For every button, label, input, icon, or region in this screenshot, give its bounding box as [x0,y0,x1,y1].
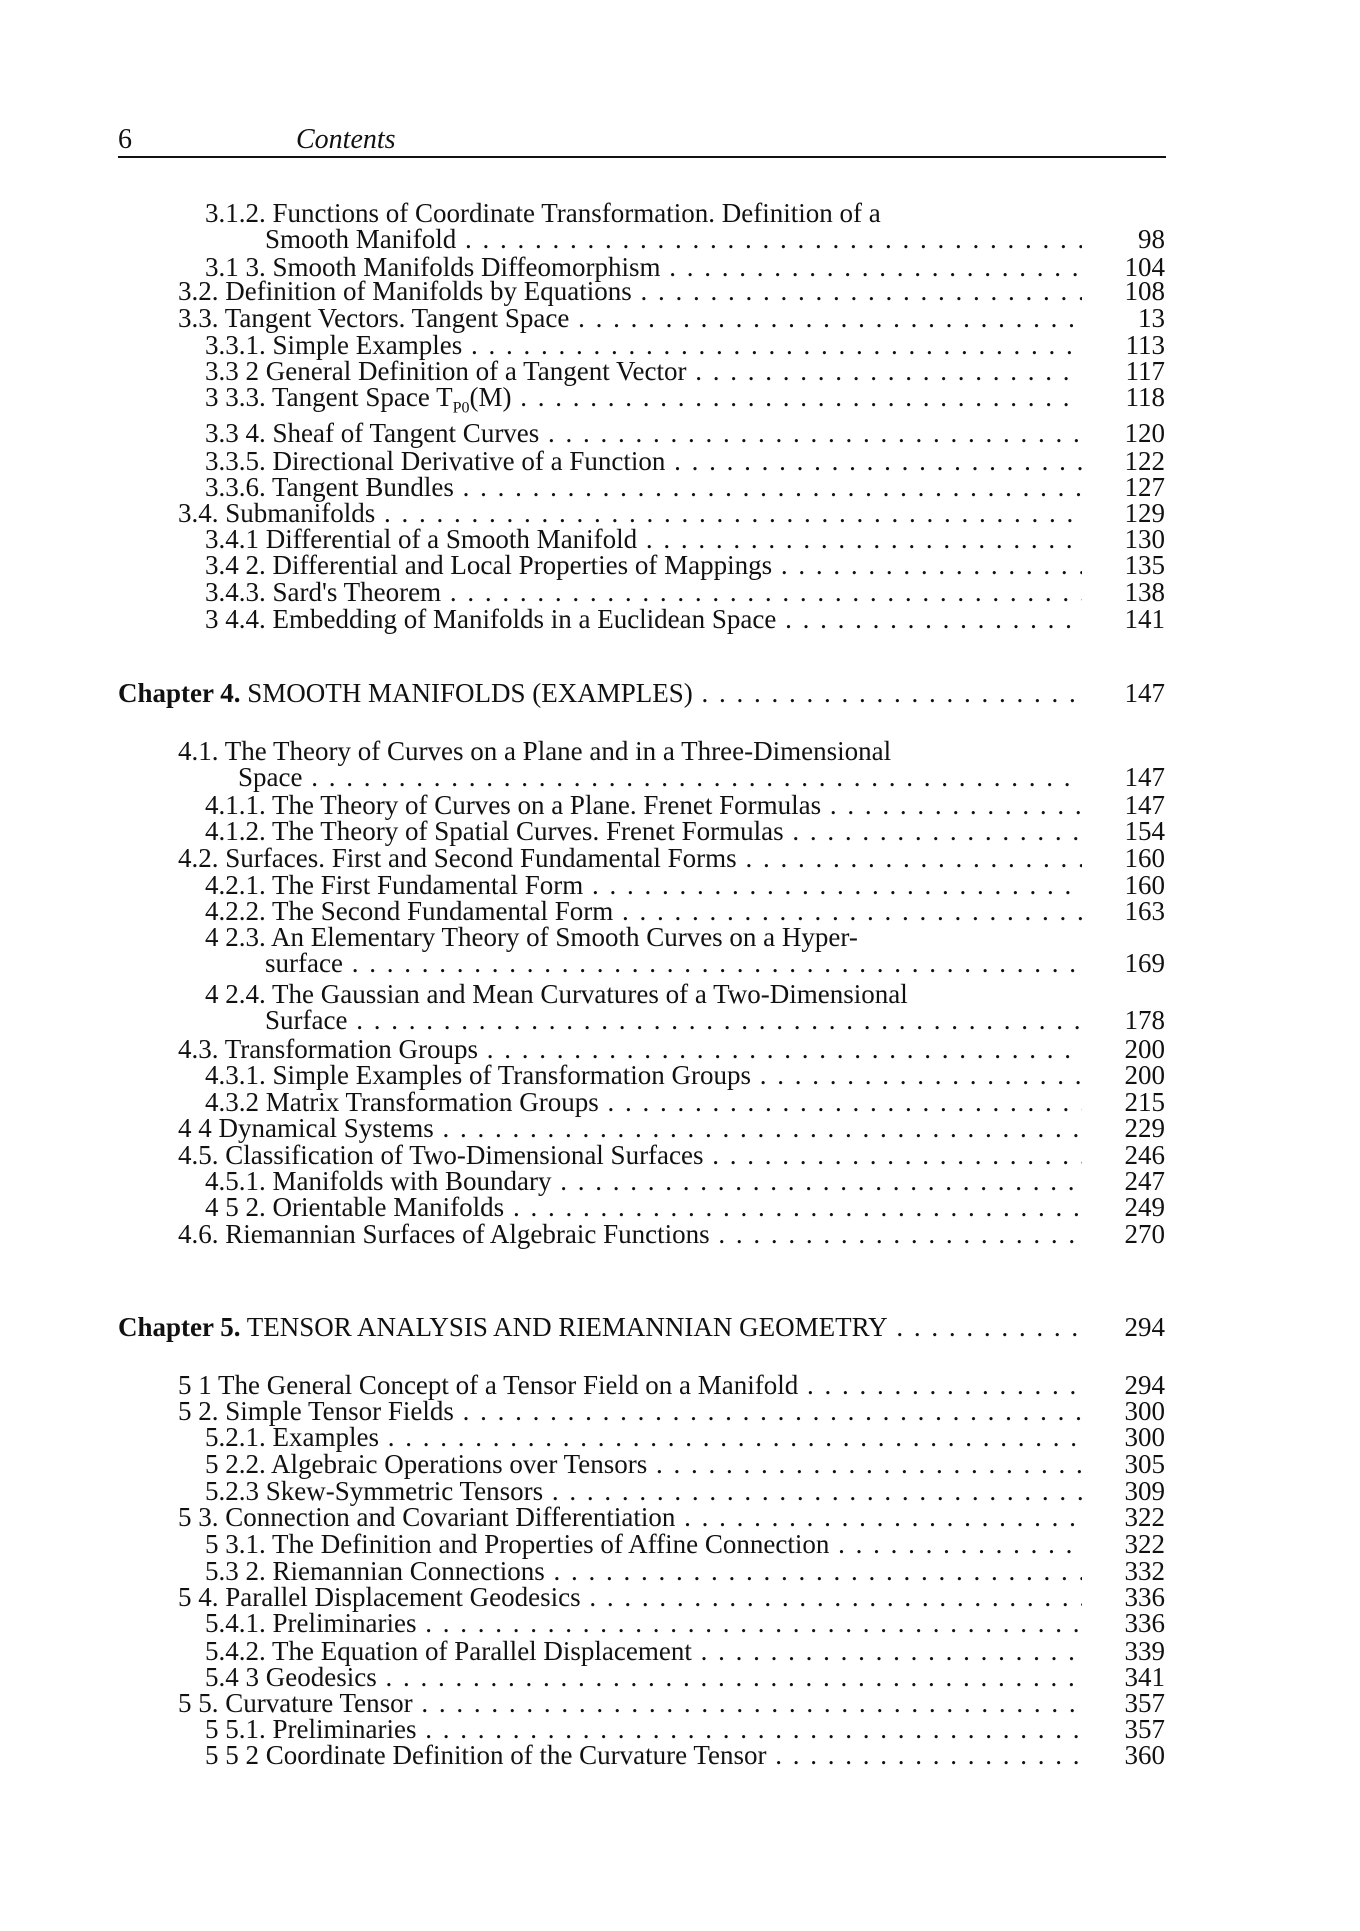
toc-entry-title: 5 3.1. The Definition and Properties of Affine Connection [205,1529,830,1559]
page-number-ref: 322 [1124,1529,1165,1559]
toc-entry [205,198,1165,258]
page-number-ref: 127 [1124,472,1165,502]
page-number-ref: 229 [1124,1113,1165,1143]
toc-entry-continuation: Smooth Manifold [265,224,457,254]
toc-entry [178,1113,1165,1143]
header-rule [118,156,1166,158]
toc-entry [205,550,1165,580]
toc-entry [205,382,1165,417]
toc-entry-title: 4 5 2. Orientable Manifolds [205,1192,505,1222]
toc-entry [205,1740,1165,1770]
toc-entry [178,843,1165,873]
toc-entry-title: 5.4.1. Preliminaries [205,1608,417,1638]
toc-entry-title: 5 5.1. Preliminaries [205,1714,417,1744]
toc-entry-title: 3.3.1. Simple Examples [205,330,463,360]
toc-entry-title: 3.3.6. Tangent Bundles [205,472,454,502]
toc-entry [205,1060,1165,1090]
page-number-ref: 160 [1124,843,1165,873]
toc-entry-title: 5.2.1. Examples [205,1422,379,1452]
page-number-ref: 138 [1124,577,1165,607]
toc-entry [178,736,1165,796]
page-number-ref: 300 [1124,1396,1165,1426]
page-number-ref: 294 [1124,1370,1165,1400]
page-number-ref: 309 [1124,1476,1165,1506]
toc-entry-continuation: Surface [265,1005,348,1035]
page-number-ref: 357 [1124,1714,1165,1744]
toc-entry-continuation: surface [265,948,343,978]
page-number-ref: 163 [1124,896,1165,926]
toc-entry-title: 4 4 Dynamical Systems [178,1113,434,1143]
page-number-ref: 341 [1124,1662,1165,1692]
page-number-ref: 305 [1124,1449,1165,1479]
toc-entry [205,1529,1165,1559]
toc-entry-title: 4 2.4. The Gaussian and Mean Curvatures of a Two-Dimensional [205,979,908,1009]
toc-entry [178,276,1165,306]
chapter-heading [118,1312,1165,1342]
page-number-ref: 300 [1124,1422,1165,1452]
toc-entry-title: 5 5. Curvature Tensor [178,1688,413,1718]
toc-entry [205,418,1165,448]
page-number-ref: 113 [1125,330,1165,360]
toc-entry-title: 3.3 4. Sheaf of Tangent Curves [205,418,540,448]
page-number-ref: 160 [1124,870,1165,900]
page-number-ref: 117 [1125,356,1165,386]
running-title: Contents [296,124,396,155]
page-number-ref: 147 [1124,762,1165,792]
toc-entry [205,1449,1165,1479]
toc-entry [205,1608,1165,1638]
page-number-ref: 154 [1124,816,1165,846]
toc-entry-title: 4.1.2. The Theory of Spatial Curves. Frenet Formulas [205,816,784,846]
toc-entry-title: 5 2. Simple Tensor Fields [178,1396,454,1426]
page-number-ref: 178 [1124,1005,1165,1035]
page-number-ref: 247 [1124,1166,1165,1196]
toc-entry-title: 4.2.2. The Second Fundamental Form [205,896,614,926]
page-number-ref: 322 [1124,1502,1165,1532]
chapter-heading [118,678,1165,708]
toc-entry-title: 4.2. Surfaces. First and Second Fundamental Forms [178,843,737,873]
toc-entry [205,1422,1165,1452]
chapter-number: Chapter 4. [118,678,241,708]
page-number-ref: 200 [1124,1060,1165,1090]
toc-entry [205,1192,1165,1222]
toc-entry-title: 4.3. Transformation Groups [178,1034,479,1064]
page-number-ref: 360 [1124,1740,1165,1770]
page-number-ref: 130 [1124,524,1165,554]
toc-entry-suffix: (M) [469,382,512,412]
toc-entry-title: 4.1. The Theory of Curves on a Plane and in a Three-Dimensional [178,736,892,766]
toc-entry-title: 3.3 2 General Definition of a Tangent Vector [205,356,687,386]
page-number-ref: 13 [1138,303,1165,333]
page-number-ref: 135 [1124,550,1165,580]
page-number-ref: 332 [1124,1556,1165,1586]
toc-entry-title: 4.3.2 Matrix Transformation Groups [205,1087,599,1117]
page-header [118,120,1168,160]
page-number-ref: 270 [1124,1219,1165,1249]
toc-entry-title: 5.2.3 Skew-Symmetric Tensors [205,1476,544,1506]
toc-entry [178,1219,1165,1249]
page-number-ref: 294 [1124,1312,1165,1342]
page-number-ref: 98 [1138,224,1165,254]
toc-entry-title: 4.5. Classification of Two-Dimensional Surfaces [178,1140,704,1170]
toc-entry-title: 3.4.3. Sard's Theorem [205,577,442,607]
page-number-ref: 249 [1124,1192,1165,1222]
toc-entry-title: 5 1 The General Concept of a Tensor Field on a Manifold [178,1370,799,1400]
toc-entry-title: 4.1.1. The Theory of Curves on a Plane. Frenet Formulas [205,790,822,820]
page-number-ref: 200 [1124,1034,1165,1064]
toc-entry-title: 3.2. Definition of Manifolds by Equations [178,276,632,306]
toc-entry-title: 3.4 2. Differential and Local Properties of Mappings [205,550,773,580]
toc-entry-title: 4 2.3. An Elementary Theory of Smooth Curves on a Hyper- [205,922,858,952]
toc-entry-title: 3.1 3. Smooth Manifolds Diffeomorphism [205,252,661,282]
toc-entry [205,577,1165,607]
toc-entry [205,922,1165,982]
toc-entry-title: 3.1.2. Functions of Coordinate Transformation. Definition of a [205,198,881,228]
toc-entry-title: 4.6. Riemannian Surfaces of Algebraic Functions [178,1219,710,1249]
page-number-ref: 118 [1125,382,1165,412]
toc-entry-title: 3.4. Submanifolds [178,498,376,528]
page-number-ref: 215 [1124,1087,1165,1117]
page-number-ref: 120 [1124,418,1165,448]
chapter-number: Chapter 5. [118,1312,241,1342]
page-number-ref: 169 [1124,948,1165,978]
toc-entry-title: 4.3.1. Simple Examples of Transformation Groups [205,1060,751,1090]
toc-entry-title: TENSOR ANALYSIS AND RIEMANNIAN GEOMETRY [246,1312,888,1342]
page-number-ref: 141 [1124,604,1165,634]
toc-entry-title: 4.5.1. Manifolds with Boundary [205,1166,552,1196]
page-number-ref: 147 [1124,790,1165,820]
toc-entry-title: 4.2.1. The First Fundamental Form [205,870,584,900]
toc-entry-title: 3.3.5. Directional Derivative of a Function [205,446,666,476]
page-number-ref: 246 [1124,1140,1165,1170]
page-number-ref: 147 [1124,678,1165,708]
toc-entry [178,1502,1165,1532]
page-number-ref: 129 [1124,498,1165,528]
page-number: 6 [118,124,132,155]
toc-entry-title: 5.4 3 Geodesics [205,1662,377,1692]
toc-entry-title: 5 2.2. Algebraic Operations over Tensors [205,1449,648,1479]
toc-entry [205,604,1165,634]
toc-entry-title: 3 3.3. Tangent Space T [205,382,453,412]
page-number-ref: 104 [1124,252,1165,282]
toc-entry [178,303,1165,333]
toc-entry-title: 3.4.1 Differential of a Smooth Manifold [205,524,638,554]
toc-entry-title: SMOOTH MANIFOLDS (EXAMPLES) [247,678,693,708]
page-number-ref: 336 [1124,1608,1165,1638]
toc-entry-title: 5 3. Connection and Covariant Differentiation [178,1502,676,1532]
toc-entry [205,816,1165,846]
toc-entry-title: 5.3 2. Riemannian Connections [205,1556,545,1586]
toc-entry-title: 5 5 2 Coordinate Definition of the Curvature Tensor [205,1740,767,1770]
page-number-ref: 336 [1124,1582,1165,1612]
page-number-ref: 108 [1124,276,1165,306]
page-number-ref: 339 [1124,1636,1165,1666]
page-number-ref: 122 [1124,446,1165,476]
toc-entry-continuation: Space [238,762,303,792]
toc-entry [205,979,1165,1039]
toc-entry-title: 5 4. Parallel Displacement Geodesics [178,1582,581,1612]
toc-entry-title: 3.3. Tangent Vectors. Tangent Space [178,303,570,333]
page-number-ref: 357 [1124,1688,1165,1718]
toc-entry-title: 3 4.4. Embedding of Manifolds in a Euclidean Space [205,604,777,634]
toc-entry-title: 5.4.2. The Equation of Parallel Displacement [205,1636,692,1666]
subscript: P0 [452,399,470,417]
